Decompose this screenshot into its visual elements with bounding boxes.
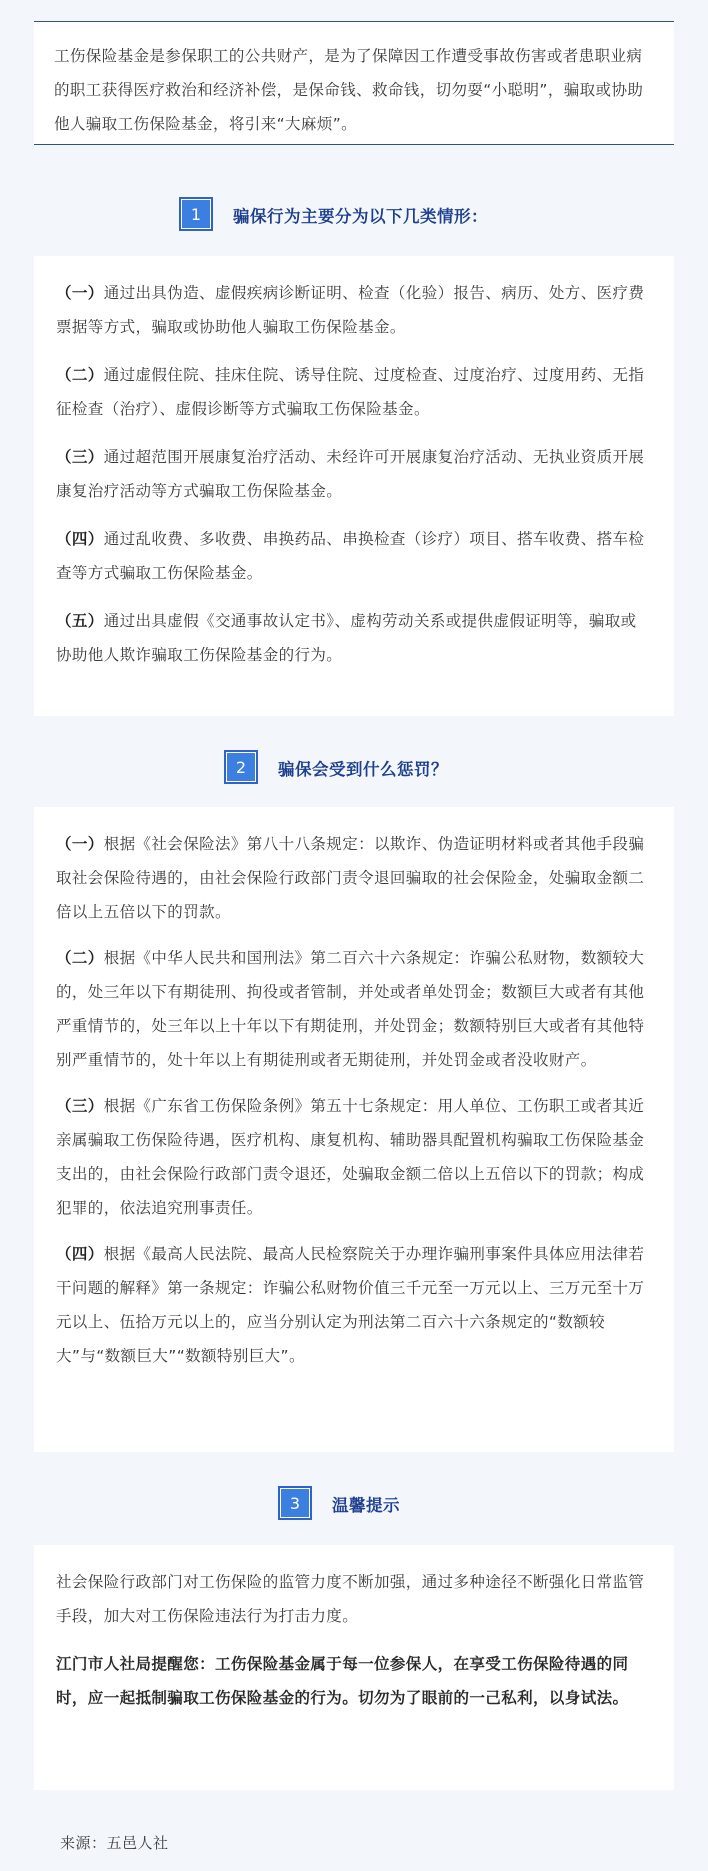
list-item: [56, 941, 652, 1077]
intro-box: [34, 21, 674, 145]
section-3-heading: [278, 1484, 400, 1524]
item-text: 通过乱收费、多收费、串换药品、串换检查（诊疗）项目、搭车收费、搭车检查等方式骗取工伤保险基金。: [56, 530, 645, 582]
section-2-title: 骗保会受到什么惩罚？: [278, 760, 448, 779]
section-3-card: [34, 1545, 674, 1790]
section-number: 2: [227, 753, 255, 781]
source-text: 来源：五邑人社: [60, 1834, 169, 1852]
item-label: （二）: [56, 366, 104, 384]
item-label: （四）: [56, 530, 104, 548]
reminder-paragraph: 江门市人社局提醒您：工伤保险基金属于每一位参保人，在享受工伤保险待遇的同时，应一起抵制骗取工伤保险基金的行为。切勿为了眼前的一己私利，以身试法。: [56, 1655, 629, 1707]
item-label: （四）: [56, 1245, 104, 1263]
item-label: （五）: [56, 612, 104, 630]
item-text: 通过虚假住院、挂床住院、诱导住院、过度检查、过度治疗、过度用药、无指征检查（治疗）、虚假诊断等方式骗取工伤保险基金。: [56, 366, 645, 418]
item-label: （一）: [56, 835, 104, 853]
list-item: [56, 1237, 652, 1373]
item-text: 通过出具虚假《交通事故认定书》、虚构劳动关系或提供虚假证明等，骗取或协助他人欺诈骗取工伤保险基金的行为。: [56, 612, 637, 664]
list-item: [56, 604, 652, 672]
list-item: [56, 358, 652, 426]
section-1-card: [34, 256, 674, 716]
notice-paragraph: 社会保险行政部门对工伤保险的监管力度不断加强，通过多种途径不断强化日常监管手段，加大对工伤保险违法行为打击力度。: [56, 1573, 645, 1625]
section-number: 1: [182, 200, 210, 228]
item-text: 根据《广东省工伤保险条例》第五十七条规定：用人单位、工伤职工或者其近亲属骗取工伤保险待遇，医疗机构、康复机构、辅助器具配置机构骗取工伤保险基金支出的，由社会保险行政部门责令退还，处骗取金额二倍以上五倍以下的罚款；构成犯罪的，依法追究刑事责任。: [56, 1097, 645, 1217]
item-text: 根据《社会保险法》第八十八条规定：以欺诈、伪造证明材料或者其他手段骗取社会保险待遇的，由社会保险行政部门责令退回骗取的社会保险金，处骗取金额二倍以上五倍以下的罚款。: [56, 835, 645, 921]
list-item: [56, 827, 652, 929]
section-number-badge: [224, 750, 260, 786]
section-2-heading: [224, 748, 448, 788]
item-label: （三）: [56, 448, 104, 466]
section-2-card: [34, 807, 674, 1452]
list-item: [56, 276, 652, 344]
item-label: （三）: [56, 1097, 104, 1115]
intro-text: 工伤保险基金是参保职工的公共财产，是为了保障因工作遭受事故伤害或者患职业病的职工获得医疗救治和经济补偿，是保命钱、救命钱，切勿耍“小聪明”，骗取或协助他人骗取工伤保险基金，将引来“大麻烦”。: [54, 47, 644, 133]
list-item: [56, 440, 652, 508]
section-1-heading: [179, 195, 488, 235]
item-text: 根据《中华人民共和国刑法》第二百六十六条规定：诈骗公私财物，数额较大的，处三年以下有期徒刑、拘役或者管制，并处或者单处罚金；数额巨大或者有其他严重情节的，处三年以上十年以下有期徒刑，并处罚金；数额特别巨大或者有其他特别严重情节的，处十年以上有期徒刑或者无期徒刑，并处罚金或者没收财产。: [56, 949, 645, 1069]
section-1-title: 骗保行为主要分为以下几类情形：: [233, 207, 488, 226]
item-text: 通过超范围开展康复治疗活动、未经许可开展康复治疗活动、无执业资质开展康复治疗活动等方式骗取工伤保险基金。: [56, 448, 645, 500]
item-text: 通过出具伪造、虚假疾病诊断证明、检查（化验）报告、病历、处方、医疗费票据等方式，骗取或协助他人骗取工伤保险基金。: [56, 284, 645, 336]
section-number-badge: [179, 197, 215, 233]
item-text: 根据《最高人民法院、最高人民检察院关于办理诈骗刑事案件具体应用法律若干问题的解释》第一条规定：诈骗公私财物价值三千元至一万元以上、三万元至十万元以上、伍拾万元以上的，应当分别认定为刑法第二百六十六条规定的“数额较大”与“数额巨大”“数额特别巨大”。: [56, 1245, 645, 1365]
item-label: （一）: [56, 284, 104, 302]
section-number: 3: [281, 1489, 309, 1517]
list-item: [56, 1089, 652, 1225]
list-item: [56, 522, 652, 590]
section-3-title: 温馨提示: [332, 1496, 400, 1515]
item-label: （二）: [56, 949, 104, 967]
section-number-badge: [278, 1486, 314, 1522]
